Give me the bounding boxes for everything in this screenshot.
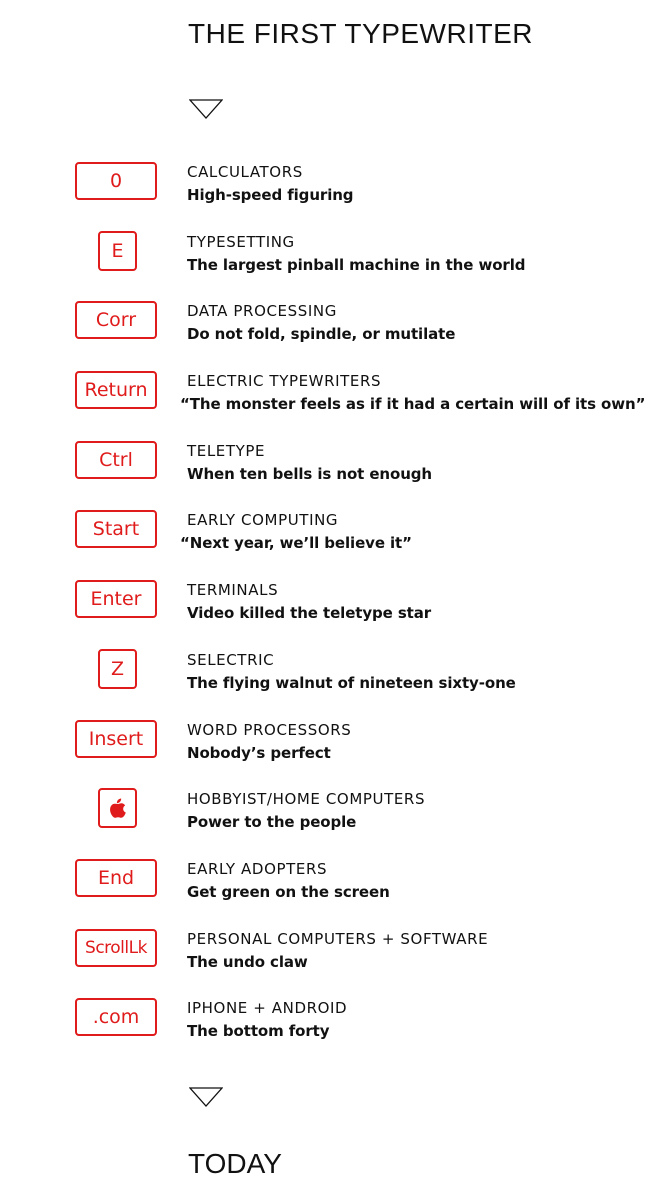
apple-logo-icon [109, 798, 127, 818]
category-label: ELECTRIC TYPEWRITERS [187, 372, 382, 391]
category-label: HOBBYIST/HOME COMPUTERS [187, 790, 426, 809]
category-label: PERSONAL COMPUTERS + SOFTWARE [187, 929, 489, 948]
category-label: CALCULATORS [187, 163, 303, 181]
tagline: Power to the people [187, 813, 357, 832]
list-item [0, 150, 670, 220]
list-item [0, 429, 670, 499]
key-ctrl: Ctrl [75, 441, 157, 479]
key-enter: Enter [75, 580, 157, 618]
tagline: Do not fold, spindle, or mutilate [187, 325, 456, 344]
key-dotcom: .com [75, 998, 157, 1036]
tagline: “The monster feels as if it had a certain will of its own” [180, 395, 646, 414]
category-label: TERMINALS [187, 581, 279, 600]
category-label: IPHONE + ANDROID [187, 999, 348, 1018]
footer-title: TODAY [188, 1148, 282, 1179]
category-label: TELETYPE [187, 441, 266, 460]
tagline: Video killed the teletype star [187, 604, 432, 623]
key-z: Z [98, 649, 137, 689]
list-item [0, 359, 670, 429]
tagline: “Next year, we’ll believe it” [180, 534, 412, 553]
tagline: The flying walnut of nineteen sixty-one [187, 673, 516, 692]
list-item [0, 917, 670, 987]
key-e: E [98, 231, 137, 271]
category-label: TYPESETTING [187, 232, 295, 251]
list-item [0, 777, 670, 847]
category-label: EARLY COMPUTING [187, 511, 339, 530]
key-zero: 0 [75, 162, 157, 200]
list-item [0, 289, 670, 359]
list-item [0, 498, 670, 568]
tagline: High-speed figuring [187, 186, 354, 204]
key-end: End [75, 859, 157, 897]
list-item [0, 638, 670, 708]
key-scrolllk: ScrollLk [75, 929, 157, 967]
list-item [0, 986, 670, 1056]
down-triangle-icon [189, 99, 223, 119]
list-item [0, 568, 670, 638]
page-title: THE FIRST TYPEWRITER [188, 18, 533, 49]
tagline: Get green on the screen [187, 882, 390, 901]
category-label: SELECTRIC [187, 650, 275, 669]
key-corr: Corr [75, 301, 157, 339]
tagline: The bottom forty [187, 1022, 330, 1041]
tagline: The undo claw [187, 952, 308, 971]
category-label: DATA PROCESSING [187, 302, 337, 321]
list-item [0, 708, 670, 778]
category-label: EARLY ADOPTERS [187, 859, 328, 878]
timeline-list [0, 150, 670, 1056]
down-triangle-icon [189, 1087, 223, 1107]
tagline: When ten bells is not enough [187, 464, 433, 483]
key-return: Return [75, 371, 157, 409]
key-start: Start [75, 510, 157, 548]
list-item [0, 220, 670, 290]
key-apple [98, 788, 137, 828]
tagline: Nobody’s perfect [187, 743, 331, 762]
key-insert: Insert [75, 720, 157, 758]
tagline: The largest pinball machine in the world [187, 255, 526, 274]
list-item [0, 847, 670, 917]
category-label: WORD PROCESSORS [187, 720, 352, 739]
